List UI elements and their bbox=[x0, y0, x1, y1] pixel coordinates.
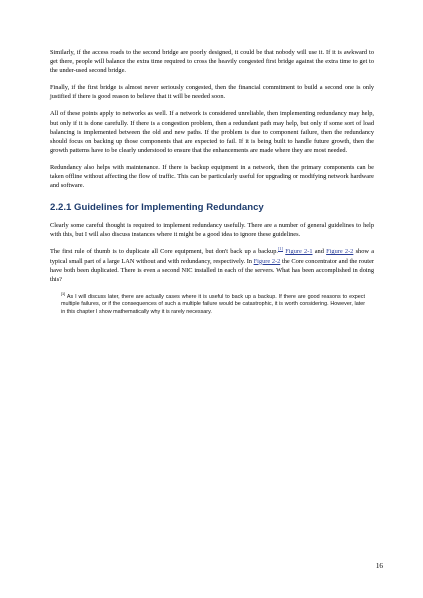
paragraph-first-bridge: Finally, if the first bridge is almost never seriously congested, then the financial commitment to build a second one is only justified if there is good reason to believe that it will be needed soon. bbox=[50, 84, 374, 101]
footnote bbox=[61, 291, 365, 317]
figure-2-2-link-second[interactable]: Figure 2-2 bbox=[253, 257, 281, 265]
rule-text-end: the Core concentrator and the router have both been duplicated. There is even a second NIC installed in each of the servers. What has been accomplished in doing this? bbox=[50, 257, 374, 283]
paragraph-guidelines-intro: Clearly some careful thought is required to implement redundancy usefully. There are a number of general guidelines to help with this, but I will also discuss instances where it might be a good idea to ignore these guidelines. bbox=[50, 222, 374, 239]
figure-2-1-link[interactable]: Figure 2-1 bbox=[285, 248, 313, 256]
footnote-text: As I will discuss later, there are actually cases where it is useful to back up a backup. If there are good reasons to expect multiple failures, or if the consequences of such a multiple failure would be catastrophic, it is worth considering. However, later in this chapter I show mathematically why it is rarely necessary. bbox=[61, 293, 365, 315]
paragraph-rule-of-thumb bbox=[50, 247, 374, 283]
footnote-marker: [1] bbox=[61, 291, 66, 296]
paragraph-networks: All of these points apply to networks as well. If a network is considered unreliable, then implementing redundancy may help, but only if it is done carefully. If there is a congestion problem, then a redundant path may help, but only if some sort of load balancing is implemented between the old and new paths. If the problem is due to component failure, then the redundancy should focus on backing up those components that are expected to fail. If it is being built to handle future growth, then the growth patterns have to be clearly understood to ensure that the enhancements are made where they are most needed. bbox=[50, 110, 374, 154]
page-number: 16 bbox=[375, 562, 383, 570]
page-body bbox=[50, 48, 374, 317]
paragraph-maintenance: Redundancy also helps with maintenance. If there is backup equipment in a network, then the primary components can be taken offline without affecting the flow of traffic. This can be particularly useful for upgrading or modifying network hardware and software. bbox=[50, 163, 374, 190]
section-heading: 2.2.1 Guidelines for Implementing Redundancy bbox=[50, 202, 264, 214]
rule-text-middle: show a typical small part of a large LAN without and with redundancy, respectively. In bbox=[50, 248, 375, 265]
rule-text-and: and bbox=[312, 248, 327, 256]
rule-text-start: The first rule of thumb is to duplicate all Core equipment, but don't back up a backup. bbox=[50, 248, 278, 256]
footnote-reference-link[interactable]: [1] bbox=[278, 246, 284, 252]
figure-2-2-link[interactable]: Figure 2-2 bbox=[326, 248, 354, 256]
paragraph-access-roads: Similarly, if the access roads to the second bridge are poorly designed, it could be that nobody will use it. If it is awkward to get there, people will balance the extra time required to cross the heavily congested first bridge against the extra time to get to the under-used second bridge. bbox=[50, 49, 374, 75]
